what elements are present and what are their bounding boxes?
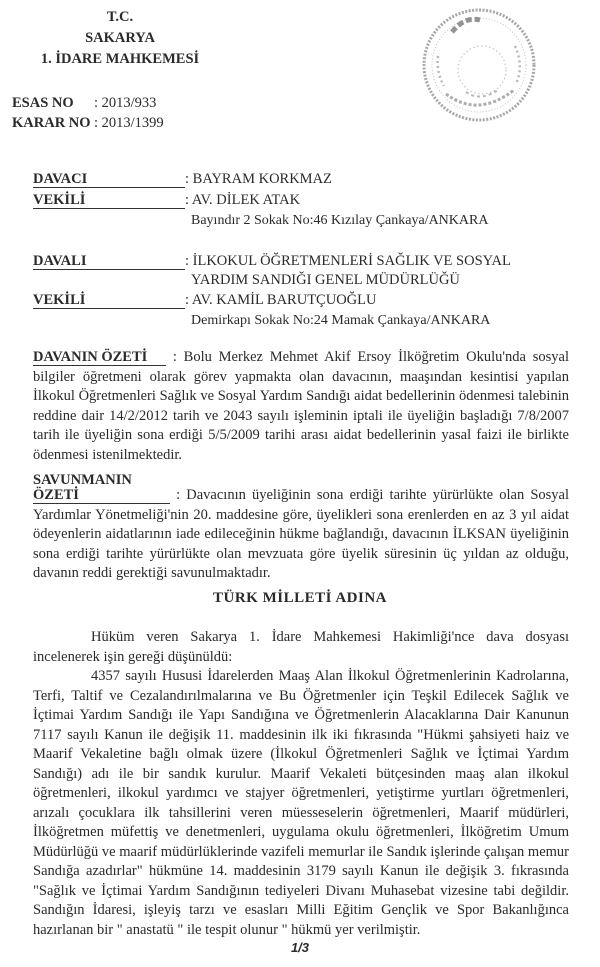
- decision-paragraph-1: Hüküm veren Sakarya 1. İdare Mahkemesi Hakimliği'nce dava dosyası incelenerek işin gereği düşünüldü:: [33, 629, 569, 665]
- davali-vekil-label: VEKİLİ: [33, 293, 185, 309]
- case-summary-label: DAVANIN ÖZETİ: [33, 350, 166, 366]
- esas-no-value: : 2013/933: [94, 95, 157, 111]
- defense-summary: [33, 473, 569, 584]
- davaci-label: DAVACI: [33, 172, 185, 188]
- case-summary-text: : Bolu Merkez Mehmet Akif Ersoy İlköğretim Okulu'nda sosyal bilgiler öğretmeni olarak görev yapmakta olan davacının, maaşından kesintisi yapılan İlkokul Öğretmenleri Sağlık ve Sosyal Yardım Sandığı aidat bedellerinin ödenmesi talebinin reddine dair 14/2/2012 tarih ve 2043 sayılı işleminin iptali ile üyeliğin başladığı 7/8/2007 tarih ile üyeliğin sona erdiği 5/5/2009 tarihi arası aidat bedellerinin yasal faizi ile birlikte ödenmesi istenilmektedir.: [33, 349, 569, 463]
- case-summary: [33, 348, 569, 465]
- esas-no-label: ESAS NO: [12, 95, 74, 111]
- davali-value: : İLKOKUL ÖĞRETMENLERİ SAĞLIK VE SOSYAL: [185, 253, 511, 269]
- esas-no-row: [12, 95, 156, 112]
- karar-no-value: : 2013/1399: [94, 115, 164, 131]
- davali-vekil-row: [33, 292, 376, 309]
- davali-vekil-address: Demirkapı Sokak No:24 Mamak Çankaya/ANKARA: [191, 313, 491, 328]
- header-tc: T.C.: [106, 9, 134, 25]
- defense-summary-text: : Davacının üyeliğinin sona erdiği tarihte yürürlükte olan Sosyal Yardımlar Yönetmeliği'nin 20. maddesine göre, üyelikleri sona erenlerden en az 3 yıl aidat ödeyenlerin aidatlarının iade edileceğinin hükme bağlandığı, davacının İLKSAN üyeliğinin sona erdiği tarihte yürürlükte olan mevzuata göre üyelik süresinin üç yıldan az olduğu, davanın reddi gerektiği savunulmaktadır.: [33, 487, 569, 581]
- header-court: 1. İDARE MAHKEMESİ: [40, 51, 200, 67]
- davali-value-line2: YARDIM SANDIĞI GENEL MÜDÜRLÜĞÜ: [191, 272, 460, 288]
- karar-no-label: KARAR NO: [12, 115, 91, 131]
- davali-label: DAVALI: [33, 254, 185, 270]
- defense-summary-label: SAVUNMANIN ÖZETİ: [33, 473, 170, 504]
- davaci-value: : BAYRAM KORKMAZ: [185, 171, 332, 187]
- header-city: SAKARYA: [85, 30, 155, 46]
- karar-no-row: [12, 115, 164, 132]
- page-number: 1/3: [290, 940, 310, 955]
- davaci-vekil-label: VEKİLİ: [33, 193, 185, 209]
- court-seal-stamp: [420, 6, 538, 124]
- davaci-vekil-row: [33, 192, 300, 209]
- davaci-row: [33, 171, 332, 188]
- decision-heading: TÜRK MİLLETİ ADINA: [212, 590, 388, 606]
- davaci-vekil-value: : AV. DİLEK ATAK: [185, 192, 301, 208]
- decision-paragraph-2: 4357 sayılı Hususi İdarelerden Maaş Alan İlkokul Öğretmenlerinin Kadrolarına, Terfi, Taltif ve Cezalandırılmalarına ve Bu Öğretmenler için Teşkil Edilecek Sağlık ve İçtimai Yardım Sandığı ile Yapı Sandığına ve Öğretmenlerin Alacaklarına Dair Kanunun 7117 sayılı Kanun ile değişik 11. maddesinin ilk iki fıkrasında "Hükmi şahsiyeti haiz ve Maarif Vekaletine bağlı olmak üzere (İlkokul Öğretmenleri Sağlık ve İçtimai Yardım Sandığı) adı ile bir sandık kurulur. Maarif Vekaleti bütçesinden maaş alan ilkokul öğretmenleri, ilkokul yardımcı ve stajyer öğretmenleri, yetiştirme yurtları öğretmenleri, arızalı çocuklara ilk tahsillerini veren müesseselerin öğretmenleri, Maarif müdürleri, İlköğretmen müfettiş ve denetmenleri, uygulama okulu öğretmenleri, İlköğretim Umum Müdürlüğü ve maarif müdürlüklerinde vazifeli memurlar ile Sandık işlerinde çalışan memur Sandığa azadırlar" hükmüne 14. maddesinin 3179 sayılı Kanun ile değişik 3. fıkrasında "Sağlık ve İçtimai Yardım Sandığının tediyeleri Divanı Muhasebat vizesine tabi değildir. Sandığın İdaresi, işleyiş tarzı ve esasları Milli Eğitim Gençlik ve Spor Bakanlığınca hazırlanan bir " anastatü " ile tespit olunur " hükmü yer verilmiştir.: [33, 668, 569, 938]
- davaci-vekil-address: Bayındır 2 Sokak No:46 Kızılay Çankaya/ANKARA: [191, 213, 489, 228]
- davali-vekil-value: : AV. KAMİL BARUTÇUOĞLU: [185, 292, 377, 308]
- davali-row: [33, 253, 511, 270]
